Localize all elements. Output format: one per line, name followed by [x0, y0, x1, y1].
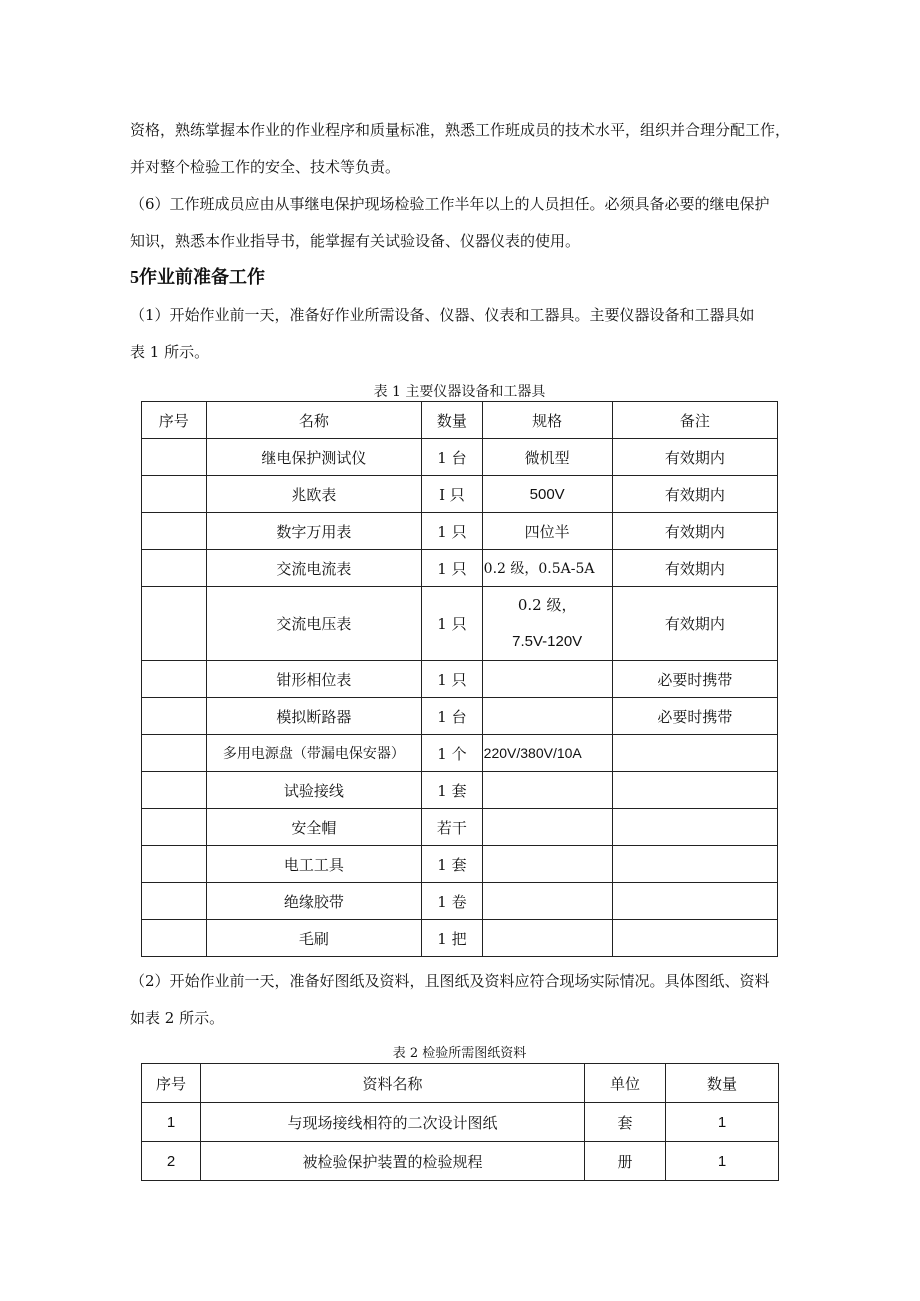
table-cell: [612, 883, 777, 920]
table-cell: 1 只: [422, 661, 482, 698]
table-cell: 1 台: [422, 439, 482, 476]
table-row: [142, 772, 778, 809]
table-cell: [142, 698, 207, 735]
table-cell: [142, 550, 207, 587]
text-line: 资格，熟练掌握本作业的作业程序和质量标准，熟悉工作班成员的技术水平，组织并合理分配工作，: [130, 121, 791, 139]
table-cell: [142, 883, 207, 920]
table2-caption: 表 2 检验所需图纸资料: [392, 1046, 527, 1061]
table-row: [142, 809, 778, 846]
table-cell: 毛刷: [206, 920, 422, 957]
table-cell: [142, 661, 207, 698]
table-cell: 四位半: [482, 513, 612, 550]
table-row: [142, 735, 778, 772]
table-cell: 必要时携带: [612, 698, 777, 735]
table-cell: 1: [666, 1142, 779, 1181]
table-cell: 1 台: [422, 698, 482, 735]
table-cell: 继电保护测试仪: [206, 439, 422, 476]
table-cell: 套: [585, 1103, 666, 1142]
table-cell: [482, 698, 612, 735]
table-cell: 交流电压表: [206, 587, 422, 661]
text-line: 知识，熟悉本作业指导书，能掌握有关试验设备、仪器仪表的使用。: [130, 232, 581, 250]
table-cell: [482, 587, 612, 661]
table-cell: 兆欧表: [206, 476, 422, 513]
table-row: [142, 883, 778, 920]
table-cell: 绝缘胶带: [206, 883, 422, 920]
table-cell: 1 只: [422, 587, 482, 661]
table-cell: 1 只: [422, 550, 482, 587]
table-cell: 1 只: [422, 513, 482, 550]
paragraph-responsibility: [130, 112, 790, 186]
header-cell: 名称: [206, 402, 422, 439]
text-line: （2）开始作业前一天，准备好图纸及资料，且图纸及资料应符合现场实际情况。具体图纸、资料: [130, 972, 770, 990]
header-cell: 规格: [482, 402, 612, 439]
table-cell: 交流电流表: [206, 550, 422, 587]
header-cell: 资料名称: [201, 1064, 585, 1103]
table-cell: 有效期内: [612, 513, 777, 550]
table-cell: 必要时携带: [612, 661, 777, 698]
text-line: 并对整个检验工作的安全、技术等负责。: [130, 158, 401, 176]
table-cell: 钳形相位表: [206, 661, 422, 698]
table-cell: [142, 920, 207, 957]
table-cell: 有效期内: [612, 587, 777, 661]
paragraph-step2: [130, 963, 790, 1037]
documents-table: [141, 1063, 779, 1181]
header-cell: 单位: [585, 1064, 666, 1103]
text-line: 表 1 所示。: [130, 343, 210, 361]
table-cell: [482, 846, 612, 883]
table-cell: 被检验保护装置的检验规程: [201, 1142, 585, 1181]
table-cell: [142, 735, 207, 772]
header-cell: 数量: [422, 402, 482, 439]
table-cell: 1 卷: [422, 883, 482, 920]
header-cell: 序号: [142, 402, 207, 439]
table-cell: [612, 920, 777, 957]
table-cell: 2: [142, 1142, 201, 1181]
table-cell: 模拟断路器: [206, 698, 422, 735]
table-header-row: [142, 1064, 779, 1103]
equipment-table: [141, 401, 778, 957]
table-cell: [482, 920, 612, 957]
text-line: （1）开始作业前一天，准备好作业所需设备、仪器、仪表和工器具。主要仪器设备和工器具如: [130, 306, 755, 324]
table-cell: 0.2 级，0.5A-5A: [482, 550, 612, 587]
table-cell: 多用电源盘（带漏电保安器）: [206, 735, 422, 772]
table-cell: [612, 809, 777, 846]
paragraph-team-members: [130, 186, 790, 260]
table-cell: [482, 661, 612, 698]
table-row: [142, 513, 778, 550]
table-cell: 与现场接线相符的二次设计图纸: [201, 1103, 585, 1142]
spec-line: 7.5V-120V: [512, 633, 583, 650]
table-cell: 有效期内: [612, 439, 777, 476]
table-cell: 安全帽: [206, 809, 422, 846]
table-cell: 有效期内: [612, 550, 777, 587]
table-cell: 1: [142, 1103, 201, 1142]
table-row: [142, 698, 778, 735]
table-row: [142, 439, 778, 476]
spec-line: 0.2 级，: [517, 596, 577, 614]
table-cell: 1 个: [422, 735, 482, 772]
table-cell: [142, 476, 207, 513]
table-cell: [482, 883, 612, 920]
table-cell: 500V: [482, 476, 612, 513]
table-row: [142, 550, 778, 587]
table-row: [142, 920, 778, 957]
table-cell: 1 套: [422, 772, 482, 809]
table-cell: 数字万用表: [206, 513, 422, 550]
table-cell: [142, 772, 207, 809]
table-row: [142, 587, 778, 661]
table-cell: [612, 772, 777, 809]
section-title: 作业前准备工作: [139, 267, 265, 288]
table-cell: I 只: [422, 476, 482, 513]
table-cell: 电工工具: [206, 846, 422, 883]
table-cell: [142, 809, 207, 846]
table-cell: [612, 735, 777, 772]
table-cell: [482, 809, 612, 846]
section-heading: [130, 262, 265, 293]
table-cell: 试验接线: [206, 772, 422, 809]
table-cell: 册: [585, 1142, 666, 1181]
text-line: （6）工作班成员应由从事继电保护现场检验工作半年以上的人员担任。必须具备必要的继电保护: [130, 195, 770, 213]
section-number: 5: [130, 267, 139, 287]
paragraph-step1: [130, 297, 790, 371]
table-cell: 1 把: [422, 920, 482, 957]
header-cell: 备注: [612, 402, 777, 439]
table-row: [142, 1142, 779, 1181]
table-cell: [142, 439, 207, 476]
table-cell: 1: [666, 1103, 779, 1142]
header-cell: 数量: [666, 1064, 779, 1103]
table-row: [142, 846, 778, 883]
table-cell: 若干: [422, 809, 482, 846]
table-cell: [142, 513, 207, 550]
table-cell: 微机型: [482, 439, 612, 476]
text-line: 如表 2 所示。: [130, 1009, 225, 1027]
table-cell: [482, 772, 612, 809]
table-row: [142, 661, 778, 698]
table1-caption: 表 1 主要仪器设备和工器具: [373, 384, 546, 400]
header-cell: 序号: [142, 1064, 201, 1103]
table-cell: [142, 587, 207, 661]
table-cell: 1 套: [422, 846, 482, 883]
table-row: [142, 1103, 779, 1142]
table-row: [142, 476, 778, 513]
table-header-row: [142, 402, 778, 439]
table-cell: [612, 846, 777, 883]
table-cell: [142, 846, 207, 883]
table-cell: 有效期内: [612, 476, 777, 513]
table-cell: 220V/380V/10A: [482, 735, 612, 772]
